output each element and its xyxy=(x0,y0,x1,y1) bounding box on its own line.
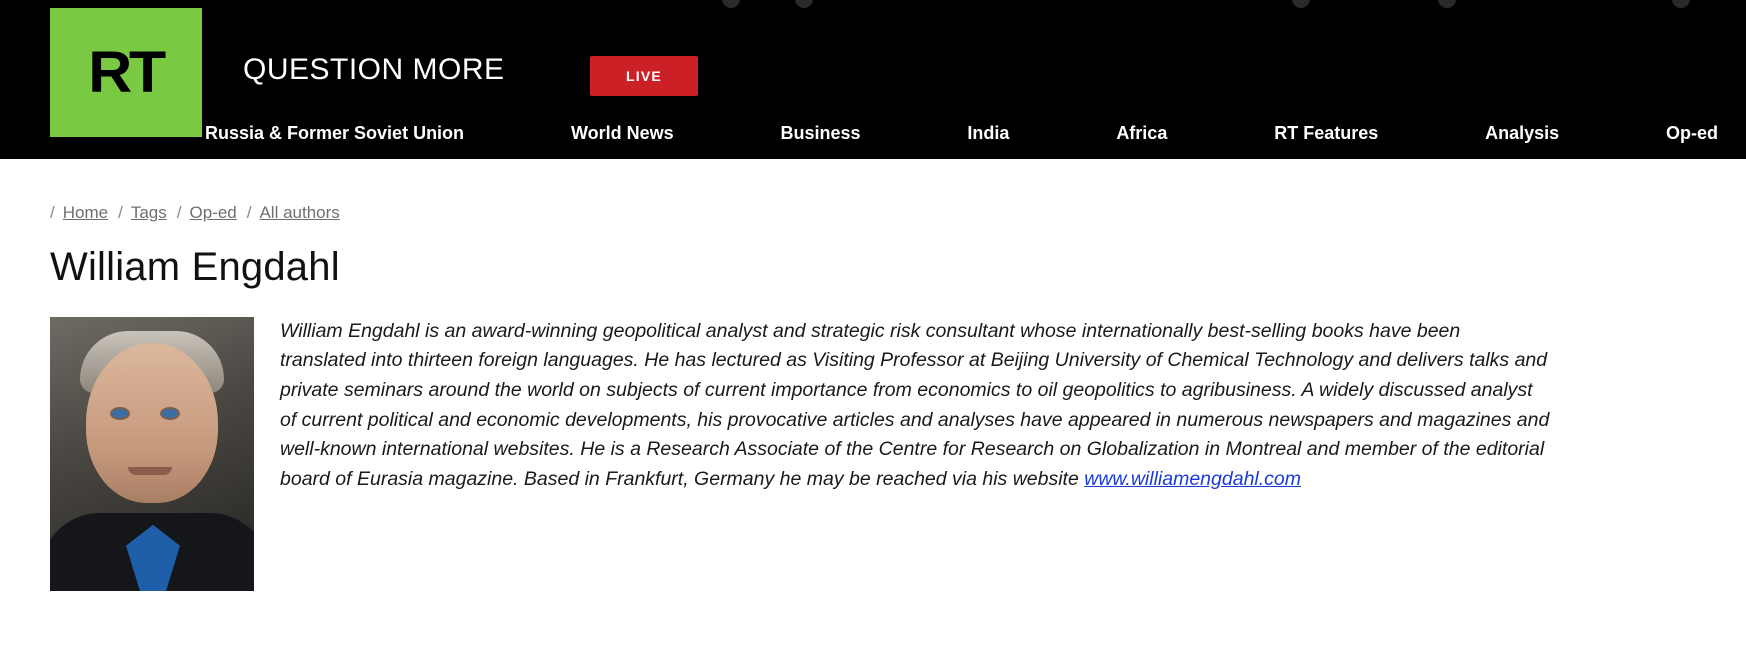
breadcrumb-item-all-authors[interactable]: All authors xyxy=(259,203,340,222)
nav-item-business[interactable]: Business xyxy=(780,122,861,143)
photo-face xyxy=(86,343,218,503)
breadcrumb xyxy=(0,203,1746,223)
site-header xyxy=(0,8,1746,159)
browser-icon-3 xyxy=(1292,0,1310,8)
breadcrumb-item-home[interactable]: Home xyxy=(62,203,109,222)
nav-item-india[interactable]: India xyxy=(967,122,1010,143)
browser-icon-5 xyxy=(1672,0,1690,8)
photo-eye-left xyxy=(112,409,128,418)
page-title: William Engdahl xyxy=(50,245,340,289)
browser-icon-2 xyxy=(795,0,813,8)
nav-item-russia-former-soviet-union[interactable]: Russia & Former Soviet Union xyxy=(205,122,465,143)
breadcrumb-separator: / xyxy=(176,203,182,222)
nav-item-world-news[interactable]: World News xyxy=(570,122,674,143)
breadcrumb-separator: / xyxy=(246,203,252,222)
photo-eye-right xyxy=(162,409,178,418)
live-button[interactable]: LIVE xyxy=(590,56,698,96)
breadcrumb-separator: / xyxy=(118,203,123,222)
main-navigation xyxy=(205,108,1746,158)
breadcrumb-item-tags[interactable]: Tags xyxy=(130,203,167,222)
author-profile xyxy=(0,317,1746,591)
nav-item-rt-features[interactable]: RT Features xyxy=(1274,122,1379,143)
photo-mouth xyxy=(128,467,172,475)
author-website-link[interactable]: www.williamengdahl.com xyxy=(1084,467,1301,490)
author-photo xyxy=(50,317,254,591)
breadcrumb-item-op-ed[interactable]: Op-ed xyxy=(189,203,237,222)
nav-item-africa[interactable]: Africa xyxy=(1116,122,1168,143)
breadcrumb-separator: / xyxy=(50,203,55,222)
site-tagline: QUESTION MORE xyxy=(243,53,505,86)
rt-logo-text: RT xyxy=(88,39,164,105)
author-bio-text: William Engdahl is an award-winning geopolitical analyst and strategic risk consultant whose internationally best-selling books have been translated into thirteen foreign languages. He has lectured as Visiting Professor at Beijing University of Chemical Technology and delivers talks and private seminars around the world on subjects of current importance from economics to oil geopolitics to agribusiness. A widely discussed analyst of current political and economic developments, his provocative articles and analyses have appeared in numerous newspapers and magazines and well-known international websites. He is a Research Associate of the Centre for Research on Globalization in Montreal and member of the editorial board of Eurasia magazine. Based in Frankfurt, Germany he may be reached via his website xyxy=(280,319,1550,490)
browser-icon-1 xyxy=(722,0,740,8)
author-bio xyxy=(280,317,1550,591)
browser-chrome-strip xyxy=(0,0,1746,8)
nav-item-op-ed[interactable]: Op-ed xyxy=(1666,122,1719,143)
browser-icon-4 xyxy=(1438,0,1456,8)
nav-item-analysis[interactable]: Analysis xyxy=(1485,122,1560,143)
rt-logo[interactable] xyxy=(50,8,202,137)
